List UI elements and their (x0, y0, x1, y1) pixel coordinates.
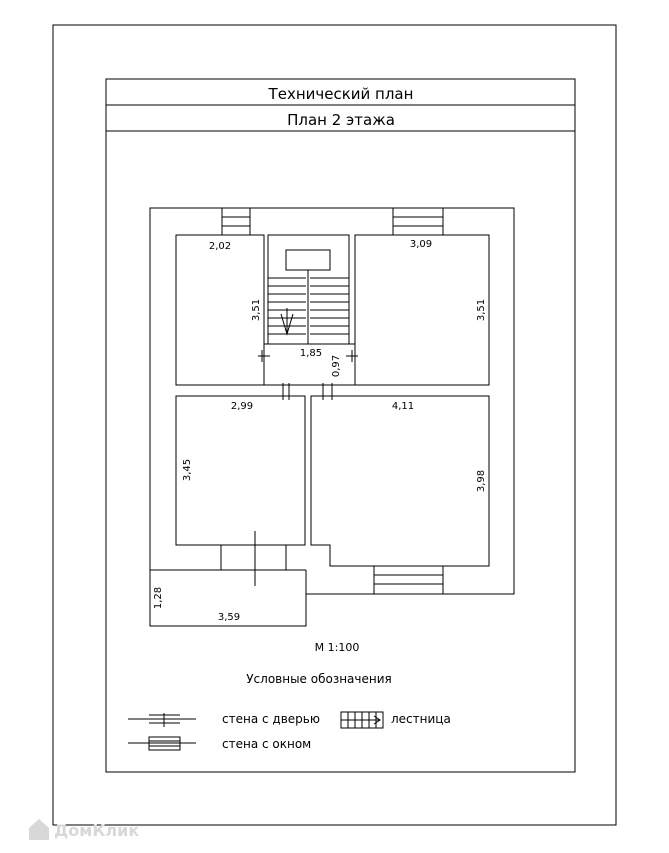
door-top-right (346, 350, 358, 362)
house-logo-icon (29, 819, 49, 840)
watermark-text: ДомКлик (54, 821, 140, 840)
dim-hall-width: 1,85 (299, 348, 323, 359)
plan-title: Технический план (268, 85, 414, 103)
plan-subtitle: План 2 этажа (287, 111, 395, 129)
window-top-left (222, 208, 250, 235)
room-bottom-left (176, 396, 305, 545)
stair-steps-right (310, 278, 349, 334)
dim-top-right-width: 3,09 (409, 239, 433, 250)
stair-arrow-icon (281, 308, 293, 334)
dim-bottom-right-width: 4,11 (391, 401, 415, 412)
legend-window-label: стена с окном (222, 737, 312, 751)
room-bottom-right (311, 396, 489, 566)
dim-top-right-height: 3,51 (476, 298, 487, 322)
scale-label: М 1:100 (314, 641, 360, 654)
legend-window-symbol (128, 737, 196, 750)
dim-bottom-left-width: 2,99 (230, 401, 254, 412)
dim-bottom-left-height: 3,45 (182, 458, 193, 482)
door-bottom-right (323, 383, 332, 400)
dim-balcony-height: 1,28 (153, 586, 164, 610)
window-top-right (393, 208, 443, 235)
door-bottom-left (283, 383, 289, 400)
building-outline (150, 208, 514, 626)
dim-balcony-width: 3,59 (217, 612, 241, 623)
floor-plan (150, 208, 514, 626)
dim-hall-height: 0,97 (331, 354, 342, 378)
legend-stairs-label: лестница (391, 712, 451, 726)
sheet-border (53, 25, 616, 825)
dim-top-left-width: 2,02 (208, 241, 232, 252)
stair-landing (286, 250, 330, 270)
legend-door-symbol (128, 713, 196, 727)
balcony-door (221, 531, 286, 586)
legend-stairs-symbol (341, 712, 383, 728)
legend-title: Условные обозначения (246, 672, 392, 686)
domclick-watermark (29, 819, 139, 840)
dim-bottom-right-height: 3,98 (476, 469, 487, 493)
room-top-right (355, 235, 489, 385)
legend-door-label: стена с дверью (222, 712, 320, 726)
window-bottom-right (374, 566, 443, 594)
dim-top-left-height: 3,51 (251, 298, 262, 322)
